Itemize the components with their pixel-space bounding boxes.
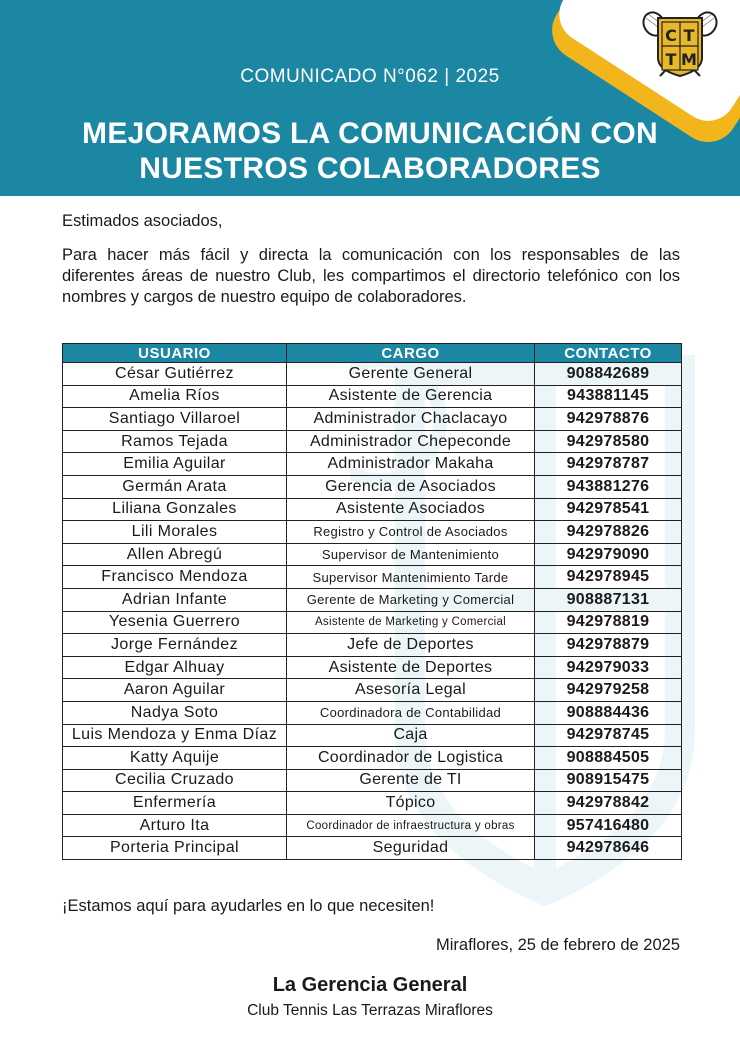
cell-usuario: Emilia Aguilar (63, 453, 287, 476)
cell-cargo: Asistente Asociados (287, 498, 535, 521)
cell-contacto: 942978876 (535, 408, 682, 431)
directory-table (62, 343, 682, 860)
table-row (63, 363, 682, 386)
cell-usuario: Enfermería (63, 792, 287, 815)
table-header-row (63, 344, 682, 363)
cell-usuario: Yesenia Guerrero (63, 611, 287, 634)
title-line-2: NUESTROS COLABORADORES (139, 152, 601, 185)
table-row (63, 679, 682, 702)
table-row (63, 724, 682, 747)
cell-usuario: Ramos Tejada (63, 430, 287, 453)
cell-contacto: 942978826 (535, 521, 682, 544)
cell-contacto: 942978819 (535, 611, 682, 634)
cell-contacto: 942978879 (535, 634, 682, 657)
cell-usuario: Santiago Villaroel (63, 408, 287, 431)
cell-cargo: Coordinadora de Contabilidad (287, 701, 535, 724)
cell-cargo: Gerente General (287, 363, 535, 386)
greeting: Estimados asociados, (62, 212, 223, 230)
cell-usuario: Amelia Ríos (63, 385, 287, 408)
table-row (63, 769, 682, 792)
table-row (63, 475, 682, 498)
cell-contacto: 942978842 (535, 792, 682, 815)
page-title (0, 116, 740, 186)
cell-usuario: Allen Abregú (63, 543, 287, 566)
header-cargo: CARGO (287, 344, 535, 363)
cell-cargo: Supervisor de Mantenimiento (287, 543, 535, 566)
cell-cargo: Asistente de Marketing y Comercial (287, 611, 535, 634)
title-line-1: MEJORAMOS LA COMUNICACIÓN CON (82, 117, 658, 150)
table-row (63, 498, 682, 521)
cell-cargo: Registro y Control de Asociados (287, 521, 535, 544)
logo-letter-t1: T (683, 26, 695, 45)
header-contacto: CONTACTO (535, 344, 682, 363)
cell-usuario: Luis Mendoza y Enma Díaz (63, 724, 287, 747)
cell-cargo: Asistente de Deportes (287, 656, 535, 679)
table-row (63, 792, 682, 815)
table-row (63, 634, 682, 657)
cell-usuario: Adrian Infante (63, 588, 287, 611)
cell-cargo: Gerente de Marketing y Comercial (287, 588, 535, 611)
table-row (63, 814, 682, 837)
cell-contacto: 942978945 (535, 566, 682, 589)
closing-text: ¡Estamos aquí para ayudarles en lo que necesiten! (62, 897, 435, 915)
cell-cargo: Asistente de Gerencia (287, 385, 535, 408)
cell-usuario: Lili Morales (63, 521, 287, 544)
comunicado-number: COMUNICADO N°062 | 2025 (240, 66, 500, 87)
cell-cargo: Administrador Makaha (287, 453, 535, 476)
cell-contacto: 942978646 (535, 837, 682, 860)
cell-contacto: 942978580 (535, 430, 682, 453)
date-line: Miraflores, 25 de febrero de 2025 (436, 936, 680, 954)
cell-contacto: 908884505 (535, 747, 682, 770)
club-name: Club Tennis Las Terrazas Miraflores (247, 1002, 493, 1019)
table-row (63, 453, 682, 476)
cell-contacto: 942978787 (535, 453, 682, 476)
cell-usuario: Cecilia Cruzado (63, 769, 287, 792)
cell-contacto: 942979258 (535, 679, 682, 702)
table-row (63, 430, 682, 453)
cell-contacto: 908842689 (535, 363, 682, 386)
cell-contacto: 942979090 (535, 543, 682, 566)
cell-usuario: Aaron Aguilar (63, 679, 287, 702)
intro-paragraph: Para hacer más fácil y directa la comunicación con los responsables de las diferentes áreas de nuestro Club, les compartimos el directorio telefónico con los nombres y cargos de nuestro equipo de colaboradores. (62, 246, 680, 306)
table-row (63, 408, 682, 431)
cell-usuario: Arturo Ita (63, 814, 287, 837)
table-row (63, 611, 682, 634)
cell-usuario: Nadya Soto (63, 701, 287, 724)
cell-contacto: 908887131 (535, 588, 682, 611)
table-row (63, 588, 682, 611)
cell-cargo: Supervisor Mantenimiento Tarde (287, 566, 535, 589)
cell-usuario: Germán Arata (63, 475, 287, 498)
cell-contacto: 942978541 (535, 498, 682, 521)
table-row (63, 385, 682, 408)
cell-contacto: 943881145 (535, 385, 682, 408)
cell-cargo: Tópico (287, 792, 535, 815)
table-row (63, 543, 682, 566)
cell-cargo: Seguridad (287, 837, 535, 860)
cell-cargo: Jefe de Deportes (287, 634, 535, 657)
cell-usuario: Jorge Fernández (63, 634, 287, 657)
cell-cargo: Coordinador de infraestructura y obras (287, 814, 535, 837)
cell-contacto: 943881276 (535, 475, 682, 498)
cell-cargo: Administrador Chaclacayo (287, 408, 535, 431)
table-row (63, 837, 682, 860)
cell-contacto: 942978745 (535, 724, 682, 747)
cell-contacto: 908884436 (535, 701, 682, 724)
table-row (63, 566, 682, 589)
cell-cargo: Coordinador de Logistica (287, 747, 535, 770)
cell-cargo: Gerencia de Asociados (287, 475, 535, 498)
signature: La Gerencia General (272, 974, 468, 996)
cell-usuario: Francisco Mendoza (63, 566, 287, 589)
table-row (63, 521, 682, 544)
cell-cargo: Administrador Chepeconde (287, 430, 535, 453)
logo-letter-m: M (681, 50, 697, 69)
table-row (63, 747, 682, 770)
table-row (63, 701, 682, 724)
cell-usuario: Liliana Gonzales (63, 498, 287, 521)
cell-cargo: Asesoría Legal (287, 679, 535, 702)
cell-usuario: Porteria Principal (63, 837, 287, 860)
cell-usuario: Edgar Alhuay (63, 656, 287, 679)
cell-usuario: César Gutiérrez (63, 363, 287, 386)
cell-contacto: 908915475 (535, 769, 682, 792)
logo-letter-t2: T (665, 50, 677, 69)
cell-contacto: 957416480 (535, 814, 682, 837)
table-row (63, 656, 682, 679)
cell-usuario: Katty Aquije (63, 747, 287, 770)
cell-contacto: 942979033 (535, 656, 682, 679)
cell-cargo: Gerente de TI (287, 769, 535, 792)
logo-letter-c: C (665, 26, 677, 45)
header-banner (0, 0, 740, 196)
header-usuario: USUARIO (63, 344, 287, 363)
cell-cargo: Caja (287, 724, 535, 747)
